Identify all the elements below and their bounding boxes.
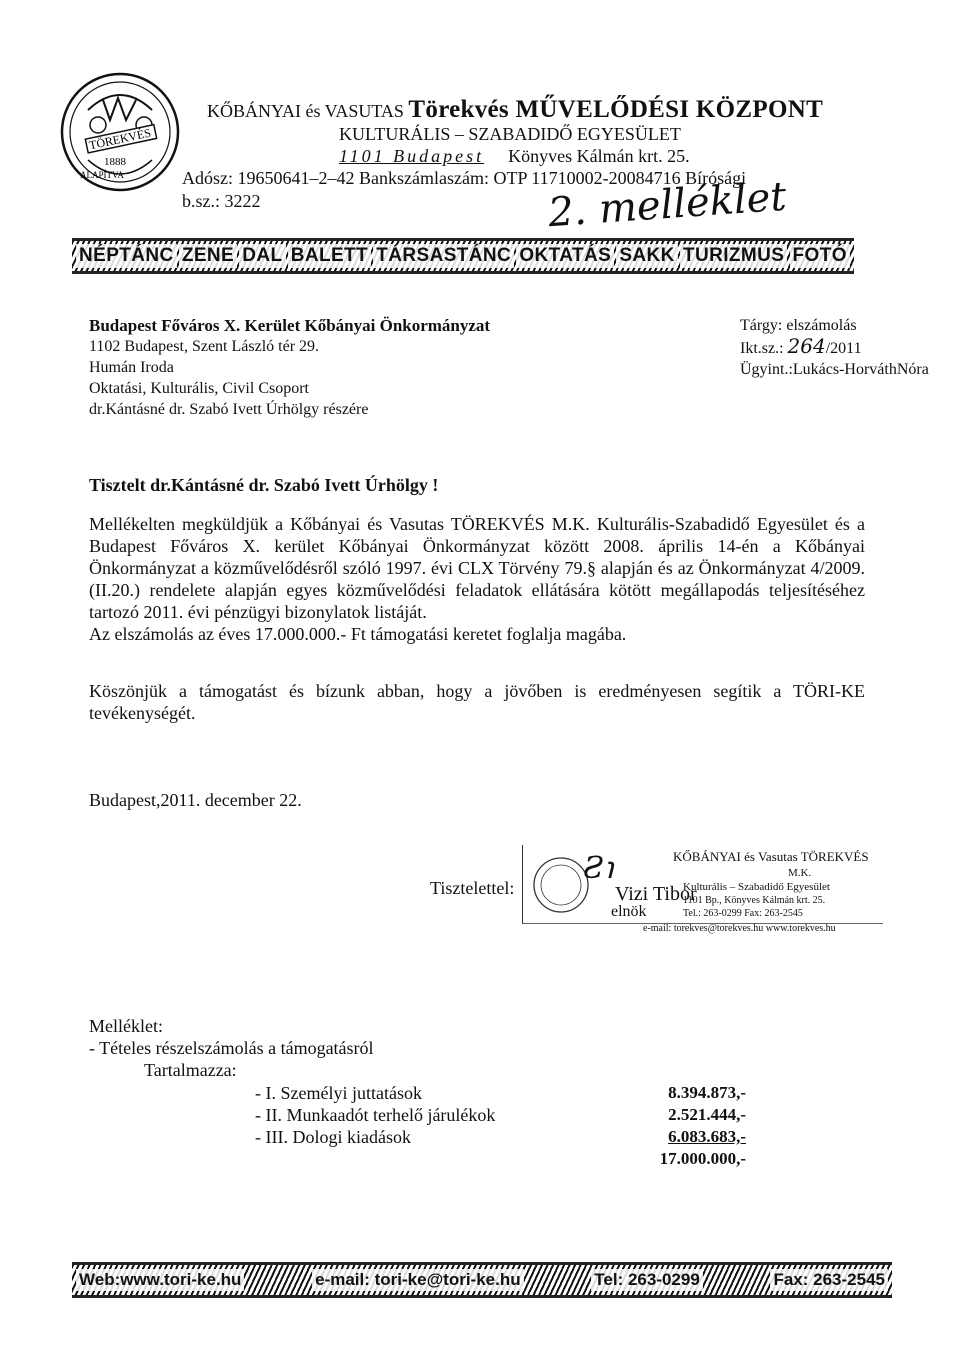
subject-line: Tárgy: elszámolás (740, 317, 857, 334)
banner-item: FOTÓ (790, 244, 850, 268)
body-paragraph-1: Mellékelten megküldjük a Kőbányai és Vasutas TÖREKVÉS M.K. Kulturális-Szabadidő Egyesület és a Budapest Főváros X. kerület Kőbányai Önkormányzat között 2008. április 14-én a Kőbányai Önkormányzat a közművelődésről szóló 1997. évi CLX Törvény 79.§ alapján és az Önkormányzat 4/2009.(II.20.) rendelete alapján egyes közművelődési feladatok ellátására kötött megállapodás teljesítéséhez tartozó 2011. évi pénzügyi bizonylatok listáját. Az elszámolás az éves 17.000.000.- Ft támogatási keretet foglalja magába. (89, 514, 865, 644)
body-total-line: Az elszámolás az éves 17.000.000.- Ft támogatási keretet foglalja magába. (89, 624, 627, 644)
list-item: - II. Munkaadót terhelő járulékok (255, 1105, 496, 1125)
svg-text:ALAPÍTVA: ALAPÍTVA (80, 170, 124, 180)
banner-item: TÁRSASTÁNC (373, 244, 514, 268)
recipient-office: Humán Iroda (89, 359, 174, 376)
stamp-seal-icon (531, 855, 591, 915)
footer-banner (72, 1262, 892, 1298)
banner-item: OKTATÁS (516, 244, 614, 268)
banner-item: BALETT (288, 244, 371, 268)
recipient-group: Oktatási, Kulturális, Civil Csoport (89, 380, 309, 397)
footer-tel: Tel: 263-0299 (591, 1269, 703, 1291)
letter-date: Budapest,2011. december 22. (89, 790, 302, 810)
svg-text:1888: 1888 (104, 156, 126, 168)
signature: Ƨ℩ (583, 851, 614, 886)
attachments-label: Melléklet: (89, 1016, 163, 1036)
handler-line: Ügyint.:Lukács-HorváthNóra (740, 361, 929, 378)
organization-address: 1101 Budapest Könyves Kálmán krt. 25. (339, 146, 690, 166)
greeting: Tisztelt dr.Kántásné dr. Szabó Ivett Úrhölgy ! (89, 475, 439, 495)
activities-banner (72, 238, 854, 274)
svg-text:TÖREKVÉS: TÖREKVÉS (87, 125, 153, 153)
tax-bank-line: Adósz: 19650641–2–42 Bankszámlaszám: OTP 11710002-20084716 Bírósági (182, 168, 747, 188)
registration-line: b.sz.: 3222 (182, 191, 261, 211)
recipient-attn: dr.Kántásné dr. Szabó Ivett Úrhölgy részére (89, 401, 369, 418)
attachments-block (89, 1015, 374, 1081)
footer-fax: Fax: 263-2545 (770, 1269, 888, 1291)
organization-subtitle: KULTURÁLIS – SZABADIDŐ EGYESÜLET (339, 124, 681, 144)
footer-web: Web:www.tori-ke.hu (76, 1269, 244, 1291)
item-value: 6.083.683,- (668, 1127, 746, 1146)
recipient-block (89, 315, 490, 420)
total-value: 17.000.000,- (659, 1149, 746, 1168)
banner-item: NÉPTÁNC (76, 244, 177, 268)
body-paragraph-2: Köszönjük a támogatást és bízunk abban, hogy a jövőben is eredményesen segítik a TÖRI-KE tevékenységét. (89, 681, 865, 723)
cost-items (255, 1082, 495, 1148)
handwritten-annotation: 2. melléklet (546, 173, 788, 237)
recipient-address: 1102 Budapest, Szent László tér 29. (89, 338, 320, 355)
contents-label: Tartalmazza: (144, 1060, 237, 1080)
signatory-title: elnök (611, 903, 647, 920)
item-value: 8.394.873,- (668, 1083, 746, 1102)
cost-values (656, 1082, 746, 1170)
banner-item: ZENE (179, 244, 237, 268)
list-item: - III. Dologi kiadások (255, 1127, 411, 1147)
banner-item: DAL (239, 244, 285, 268)
signatory-name: Vizi Tibor (615, 883, 697, 905)
official-stamp: Ƨ℩ KŐBÁNYAI és Vasutas TÖREKVÉS M.K. Kulturális – Szabadidő Egyesület 1101 Bp., Könyves Kálmán krt. 25. Tel.: 263-0299 Fax: 263-2545 Vizi Tibor elnök e-mail: torekves@torekves.hu www.torekves.hu (522, 845, 883, 924)
meta-block (740, 315, 929, 380)
list-item: - I. Személyi juttatások (255, 1083, 422, 1103)
reference-line: Ikt.sz.: 264/2011 (740, 334, 862, 358)
banner-item: TURIZMUS (680, 244, 787, 268)
item-value: 2.521.444,- (668, 1105, 746, 1124)
organization-seal-logo (58, 70, 183, 195)
attachments-item: - Tételes részelszámolás a támogatásról (89, 1038, 374, 1058)
banner-item: SAKK (616, 244, 677, 268)
footer-email: e-mail: tori-ke@tori-ke.hu (312, 1269, 524, 1291)
closing: Tisztelettel: (430, 878, 515, 898)
recipient-name: Budapest Főváros X. Kerület Kőbányai Önkormányzat (89, 316, 491, 335)
organization-name: KŐBÁNYAI és VASUTAS Törekvés MŰVELŐDÉSI KÖZPONT (207, 96, 824, 123)
